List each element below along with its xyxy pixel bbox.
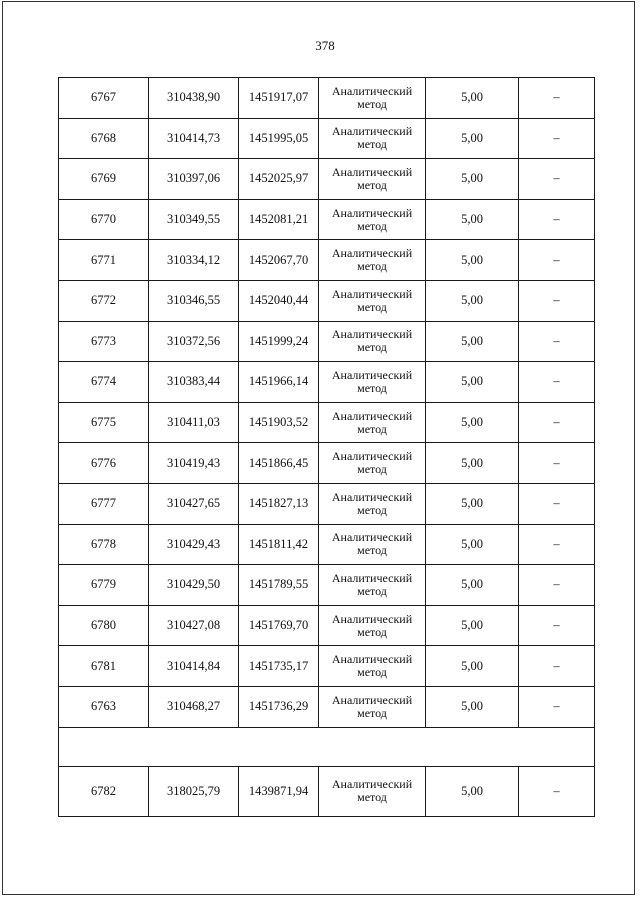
point-number-cell: 6772 [59, 280, 149, 321]
coordinates-table [58, 77, 595, 817]
method-line2: метод [357, 665, 387, 680]
method-cell [319, 686, 426, 727]
x-coordinate-cell: 310414,84 [149, 646, 239, 687]
x-coordinate-cell: 310372,56 [149, 321, 239, 362]
table-row [59, 240, 595, 281]
y-coordinate-cell: 1452025,97 [239, 159, 319, 200]
method-line1: Аналитический [331, 570, 413, 585]
method-cell [319, 766, 426, 816]
method-cell [319, 321, 426, 362]
point-number-cell: 6779 [59, 565, 149, 606]
x-coordinate-cell: 310427,65 [149, 483, 239, 524]
method-cell [319, 118, 426, 159]
table-row [59, 686, 595, 727]
method-line2: метод [357, 421, 387, 436]
point-number-cell: 6782 [59, 766, 149, 816]
method-cell [319, 646, 426, 687]
point-number-cell: 6774 [59, 362, 149, 403]
method-cell [319, 483, 426, 524]
method-line1: Аналитический [331, 777, 413, 791]
point-number-cell: 6781 [59, 646, 149, 687]
y-coordinate-cell: 1452081,21 [239, 199, 319, 240]
method-line1: Аналитический [331, 164, 413, 179]
method-cell [319, 402, 426, 443]
method-line2: метод [357, 340, 387, 355]
note-cell: – [519, 646, 595, 687]
x-coordinate-cell: 318025,79 [149, 766, 239, 816]
method-line2: метод [357, 583, 387, 598]
method-cell [319, 280, 426, 321]
method-line2: метод [357, 299, 387, 314]
method-line1: Аналитический [331, 286, 413, 301]
point-number-cell: 6767 [59, 78, 149, 119]
method-cell [319, 443, 426, 484]
accuracy-cell: 5,00 [426, 321, 519, 362]
y-coordinate-cell: 1451735,17 [239, 646, 319, 687]
point-number-cell: 6780 [59, 605, 149, 646]
method-cell [319, 240, 426, 281]
method-line2: метод [357, 705, 387, 720]
method-line1: Аналитический [331, 611, 413, 626]
table-separator-row [59, 727, 595, 766]
x-coordinate-cell: 310349,55 [149, 199, 239, 240]
table-row [59, 402, 595, 443]
method-cell [319, 78, 426, 119]
note-cell: – [519, 686, 595, 727]
method-line2: метод [357, 790, 387, 804]
note-cell: – [519, 78, 595, 119]
table-row [59, 443, 595, 484]
method-line1: Аналитический [331, 367, 413, 382]
page-number: 378 [315, 38, 335, 53]
accuracy-cell: 5,00 [426, 199, 519, 240]
table-row [59, 199, 595, 240]
y-coordinate-cell: 1451999,24 [239, 321, 319, 362]
table-separator-cell [59, 727, 595, 766]
table-row [59, 78, 595, 119]
x-coordinate-cell: 310429,50 [149, 565, 239, 606]
method-line1: Аналитический [331, 124, 413, 139]
method-cell [319, 565, 426, 606]
method-line1: Аналитический [331, 408, 413, 423]
accuracy-cell: 5,00 [426, 402, 519, 443]
y-coordinate-cell: 1451789,55 [239, 565, 319, 606]
y-coordinate-cell: 1451827,13 [239, 483, 319, 524]
note-cell: – [519, 321, 595, 362]
y-coordinate-cell: 1451903,52 [239, 402, 319, 443]
table-row [59, 766, 595, 816]
method-line1: Аналитический [331, 83, 413, 98]
x-coordinate-cell: 310419,43 [149, 443, 239, 484]
x-coordinate-cell: 310397,06 [149, 159, 239, 200]
accuracy-cell: 5,00 [426, 565, 519, 606]
note-cell: – [519, 605, 595, 646]
method-line1: Аналитический [331, 489, 413, 504]
accuracy-cell: 5,00 [426, 362, 519, 403]
note-cell: – [519, 362, 595, 403]
point-number-cell: 6763 [59, 686, 149, 727]
point-number-cell: 6775 [59, 402, 149, 443]
x-coordinate-cell: 310468,27 [149, 686, 239, 727]
method-line2: метод [357, 502, 387, 517]
point-number-cell: 6768 [59, 118, 149, 159]
y-coordinate-cell: 1451966,14 [239, 362, 319, 403]
note-cell: – [519, 159, 595, 200]
coordinates-table-body [59, 78, 595, 817]
x-coordinate-cell: 310346,55 [149, 280, 239, 321]
accuracy-cell: 5,00 [426, 686, 519, 727]
y-coordinate-cell: 1451866,45 [239, 443, 319, 484]
accuracy-cell: 5,00 [426, 443, 519, 484]
method-line1: Аналитический [331, 246, 413, 261]
note-cell: – [519, 524, 595, 565]
method-line1: Аналитический [331, 327, 413, 342]
method-cell [319, 362, 426, 403]
method-line1: Аналитический [331, 449, 413, 464]
method-line2: метод [357, 137, 387, 152]
method-line1: Аналитический [331, 652, 413, 667]
point-number-cell: 6771 [59, 240, 149, 281]
point-number-cell: 6776 [59, 443, 149, 484]
accuracy-cell: 5,00 [426, 766, 519, 816]
accuracy-cell: 5,00 [426, 240, 519, 281]
method-line2: метод [357, 624, 387, 639]
method-cell [319, 199, 426, 240]
accuracy-cell: 5,00 [426, 605, 519, 646]
x-coordinate-cell: 310334,12 [149, 240, 239, 281]
note-cell: – [519, 240, 595, 281]
accuracy-cell: 5,00 [426, 118, 519, 159]
x-coordinate-cell: 310429,43 [149, 524, 239, 565]
point-number-cell: 6769 [59, 159, 149, 200]
y-coordinate-cell: 1452040,44 [239, 280, 319, 321]
x-coordinate-cell: 310411,03 [149, 402, 239, 443]
note-cell: – [519, 280, 595, 321]
y-coordinate-cell: 1439871,94 [239, 766, 319, 816]
point-number-cell: 6778 [59, 524, 149, 565]
method-line2: метод [357, 462, 387, 477]
table-row [59, 605, 595, 646]
note-cell: – [519, 199, 595, 240]
x-coordinate-cell: 310438,90 [149, 78, 239, 119]
method-line1: Аналитический [331, 205, 413, 220]
method-line2: метод [357, 259, 387, 274]
method-cell [319, 524, 426, 565]
method-cell [319, 605, 426, 646]
method-line1: Аналитический [331, 530, 413, 545]
table-row [59, 280, 595, 321]
table-row [59, 565, 595, 606]
note-cell: – [519, 483, 595, 524]
method-line2: метод [357, 177, 387, 192]
method-line2: метод [357, 218, 387, 233]
y-coordinate-cell: 1451917,07 [239, 78, 319, 119]
method-line2: метод [357, 543, 387, 558]
y-coordinate-cell: 1451769,70 [239, 605, 319, 646]
x-coordinate-cell: 310383,44 [149, 362, 239, 403]
table-row [59, 118, 595, 159]
method-line1: Аналитический [331, 692, 413, 707]
table-row [59, 483, 595, 524]
accuracy-cell: 5,00 [426, 280, 519, 321]
y-coordinate-cell: 1452067,70 [239, 240, 319, 281]
y-coordinate-cell: 1451995,05 [239, 118, 319, 159]
note-cell: – [519, 443, 595, 484]
accuracy-cell: 5,00 [426, 78, 519, 119]
method-line2: метод [357, 96, 387, 111]
accuracy-cell: 5,00 [426, 646, 519, 687]
accuracy-cell: 5,00 [426, 483, 519, 524]
point-number-cell: 6770 [59, 199, 149, 240]
point-number-cell: 6773 [59, 321, 149, 362]
method-cell [319, 159, 426, 200]
point-number-cell: 6777 [59, 483, 149, 524]
x-coordinate-cell: 310427,08 [149, 605, 239, 646]
note-cell: – [519, 766, 595, 816]
accuracy-cell: 5,00 [426, 524, 519, 565]
table-row [59, 524, 595, 565]
note-cell: – [519, 402, 595, 443]
table-row [59, 321, 595, 362]
note-cell: – [519, 565, 595, 606]
table-row [59, 159, 595, 200]
note-cell: – [519, 118, 595, 159]
method-line2: метод [357, 380, 387, 395]
accuracy-cell: 5,00 [426, 159, 519, 200]
table-row [59, 362, 595, 403]
table-row [59, 646, 595, 687]
x-coordinate-cell: 310414,73 [149, 118, 239, 159]
y-coordinate-cell: 1451736,29 [239, 686, 319, 727]
y-coordinate-cell: 1451811,42 [239, 524, 319, 565]
